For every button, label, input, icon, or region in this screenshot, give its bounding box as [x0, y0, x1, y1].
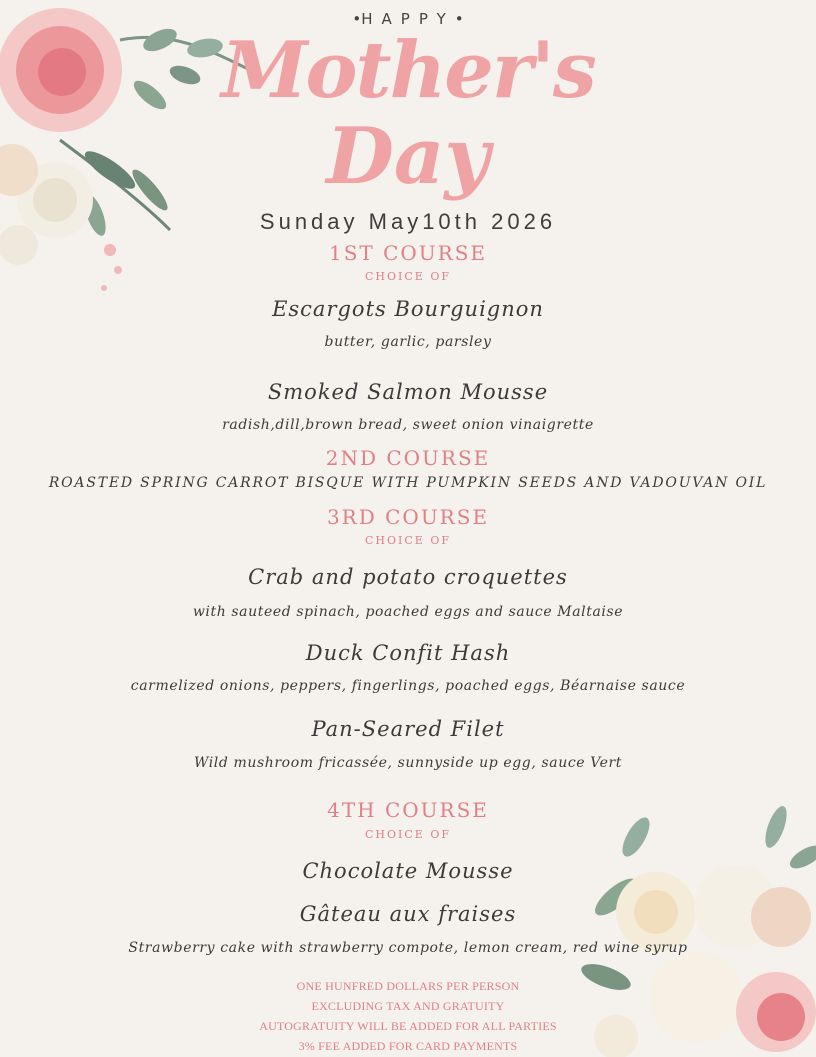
dish-name: Smoked Salmon Mousse	[267, 380, 549, 404]
dot-right: •	[454, 10, 464, 28]
dish-name: Duck Confit Hash	[305, 641, 511, 665]
dot-left: •	[352, 10, 362, 28]
title-mothers: Mother's	[221, 25, 595, 116]
course-2-title: 2ND COURSE	[325, 446, 491, 470]
dish-name: Pan-Seared Filet	[311, 717, 505, 741]
card-fee-note: 3% FEE ADDED FOR CARD PAYMENTS	[298, 1039, 518, 1053]
happy-text: HAPPY	[361, 10, 455, 28]
dish-description: Wild mushroom fricassée, sunnyside up egg, sauce Vert	[193, 755, 623, 771]
gratuity-note: AUTOGRATUITY WILL BE ADDED FOR ALL PARTIES	[259, 1019, 557, 1033]
price-note: ONE HUNFRED DOLLARS PER PERSON	[296, 979, 520, 993]
dish-description: radish,dill,brown bread, sweet onion vinaigrette	[222, 417, 594, 433]
course-3-choice: CHOICE OF	[365, 534, 451, 547]
title-day: Day	[326, 111, 490, 202]
dish-description: carmelized onions, peppers, fingerlings, poached eggs, Béarnaise sauce	[130, 678, 686, 694]
dish-description: with sauteed spinach, poached eggs and sauce Maltaise	[192, 604, 624, 620]
dish-description: Strawberry cake with strawberry compote, lemon cream, red wine syrup	[128, 940, 688, 956]
tax-note: EXCLUDING TAX AND GRATUITY	[311, 999, 505, 1013]
dish-description: butter, garlic, parsley	[324, 334, 492, 350]
course-1-choice: CHOICE OF	[365, 270, 451, 283]
dish-name: Escargots Bourguignon	[272, 297, 544, 321]
course-2-description: ROASTED SPRING CARROT BISQUE WITH PUMPKIN SEEDS AND VADOUVAN OIL	[48, 475, 768, 491]
course-4-choice: CHOICE OF	[365, 828, 451, 841]
event-date: Sunday May10th 2026	[259, 209, 557, 234]
course-4-title: 4TH COURSE	[327, 798, 489, 822]
dish-name: Chocolate Mousse	[302, 859, 514, 883]
dish-name: Crab and potato croquettes	[248, 565, 568, 589]
course-1-title: 1ST COURSE	[328, 241, 488, 265]
course-3-title: 3RD COURSE	[326, 505, 490, 529]
dish-name: Gâteau aux fraises	[299, 902, 517, 926]
